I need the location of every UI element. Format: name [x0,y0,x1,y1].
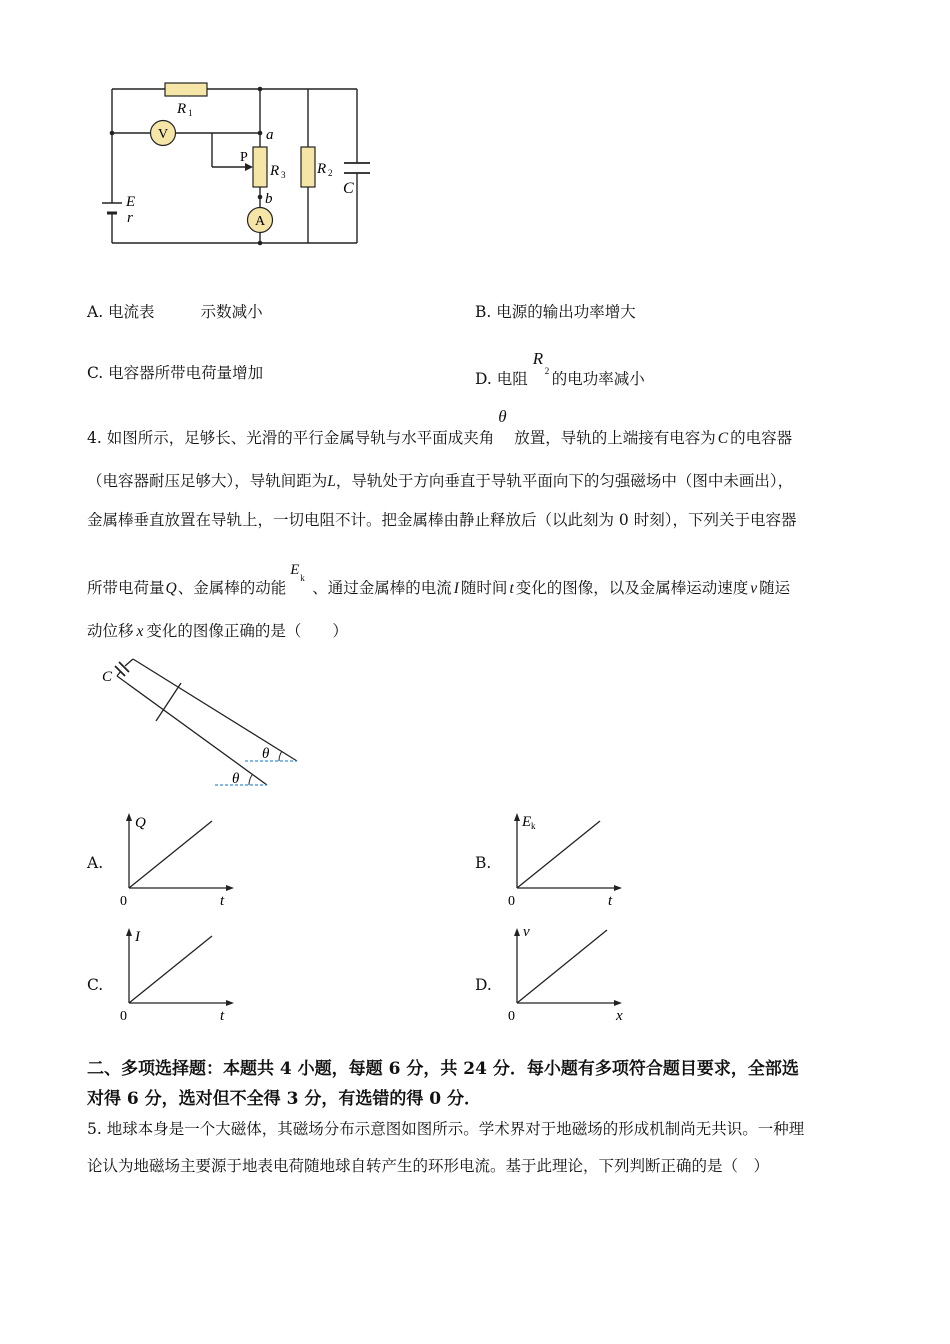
graph-b-ylabel-sub: k [531,821,536,831]
slider-p-label: P [240,150,248,165]
q4-option-a-label[interactable]: A. [87,854,104,872]
internal-r-label: r [127,210,133,226]
voltmeter-label: V [158,127,169,142]
section2-heading-line-1: 二、多项选择题：本题共 4 小题，每题 6 分，共 24 分．每小题有多项符合题目要求，全部选 [87,1059,799,1079]
q5-line-2: 论认为地磁场主要源于地表电荷随地球自转产生的环形电流。基于此理论，下列判断正确的是（ ） [87,1157,770,1175]
graph-c-line [129,936,212,1003]
q4-line-1: 4. 如图所示，足够长、光滑的平行金属导轨与水平面成夹角 θ 放置，导轨的上端接有电容为 C 的电容器 [87,407,793,447]
q5-line-1: 5. 地球本身是一个大磁体，其磁场分布示意图如图所示。学术界对于地磁场的形成机制尚无共识。一种理 [87,1120,805,1138]
graph-a-line [129,821,212,888]
inclined-rails-figure [95,652,310,792]
circuit-diagram [95,75,375,255]
q3-option-a[interactable]: A. 电流表 示数减小 [87,303,263,321]
r3-label: R [270,163,280,179]
graph-b-line [517,821,600,888]
graph-d-origin: 0 [508,1009,515,1024]
r3-sub: 3 [281,170,286,180]
graph-d-xlabel: x [616,1008,623,1024]
q4-option-c-graph[interactable] [112,925,242,1025]
r1-label: R [177,101,187,117]
q4-option-b-graph[interactable] [500,810,630,910]
node-a-label: a [266,127,274,143]
q4-option-d-graph[interactable] [500,925,630,1025]
q3-option-d[interactable]: D. 电阻 R 2 的电功率减小 [475,349,645,388]
r2-sub: 2 [328,168,333,178]
graph-c-origin: 0 [120,1009,127,1024]
graph-c-ylabel: I [135,929,140,945]
graph-d-ylabel: v [523,925,530,940]
q4-option-b-label[interactable]: B. [475,854,492,872]
q4-option-d-label[interactable]: D. [475,976,492,994]
fig-theta-upper: θ [262,746,270,762]
q4-option-c-label[interactable]: C. [87,976,104,994]
r2-symbol: R [532,349,544,368]
emf-label: E [126,194,136,210]
q4-option-a-graph[interactable] [112,810,242,910]
theta-symbol: θ [498,407,507,426]
graph-c-xlabel: t [220,1008,225,1024]
graph-b-xlabel: t [608,893,613,909]
q4-line-5: 动位移 x 变化的图像正确的是（ ） [87,622,348,640]
ek-symbol: E [290,562,300,578]
graph-b-ylabel: E [522,814,532,830]
r1-sub: 1 [188,108,193,118]
graph-b-origin: 0 [508,894,515,909]
fig-theta-lower: θ [232,771,240,787]
ammeter-label: A [255,214,266,229]
fig-capacitor-label: C [102,669,113,685]
graph-a-origin: 0 [120,894,127,909]
q4-line-3: 金属棒垂直放置在导轨上，一切电阻不计。把金属棒由静止释放后（以此刻为 0 时刻），下列关于电容器 [87,511,797,529]
graph-d-line [517,930,607,1003]
section2-heading-line-2: 对得 6 分，选对但不全得 3 分，有选错的得 0 分． [87,1089,481,1109]
q4-line-2: （电容器耐压足够大），导轨间距为L，导轨处于方向垂直于导轨平面向下的匀强磁场中（图中未画出）， [87,472,794,490]
q3-option-b[interactable]: B. 电源的输出功率增大 [475,303,636,321]
capacitor-label: C [343,180,354,197]
node-b-label: b [265,191,273,207]
graph-a-ylabel: Q [135,815,146,831]
graph-a-xlabel: t [220,893,225,909]
r2-label: R [317,161,327,177]
q4-line-4: 所带电荷量Q、金属棒的动能 E k 、通过金属棒的电流 I 随时间 t 变化的图像，以及金属棒运动速度 v 随运 [87,571,790,600]
q3-option-c[interactable]: C. 电容器所带电荷量增加 [87,364,264,382]
